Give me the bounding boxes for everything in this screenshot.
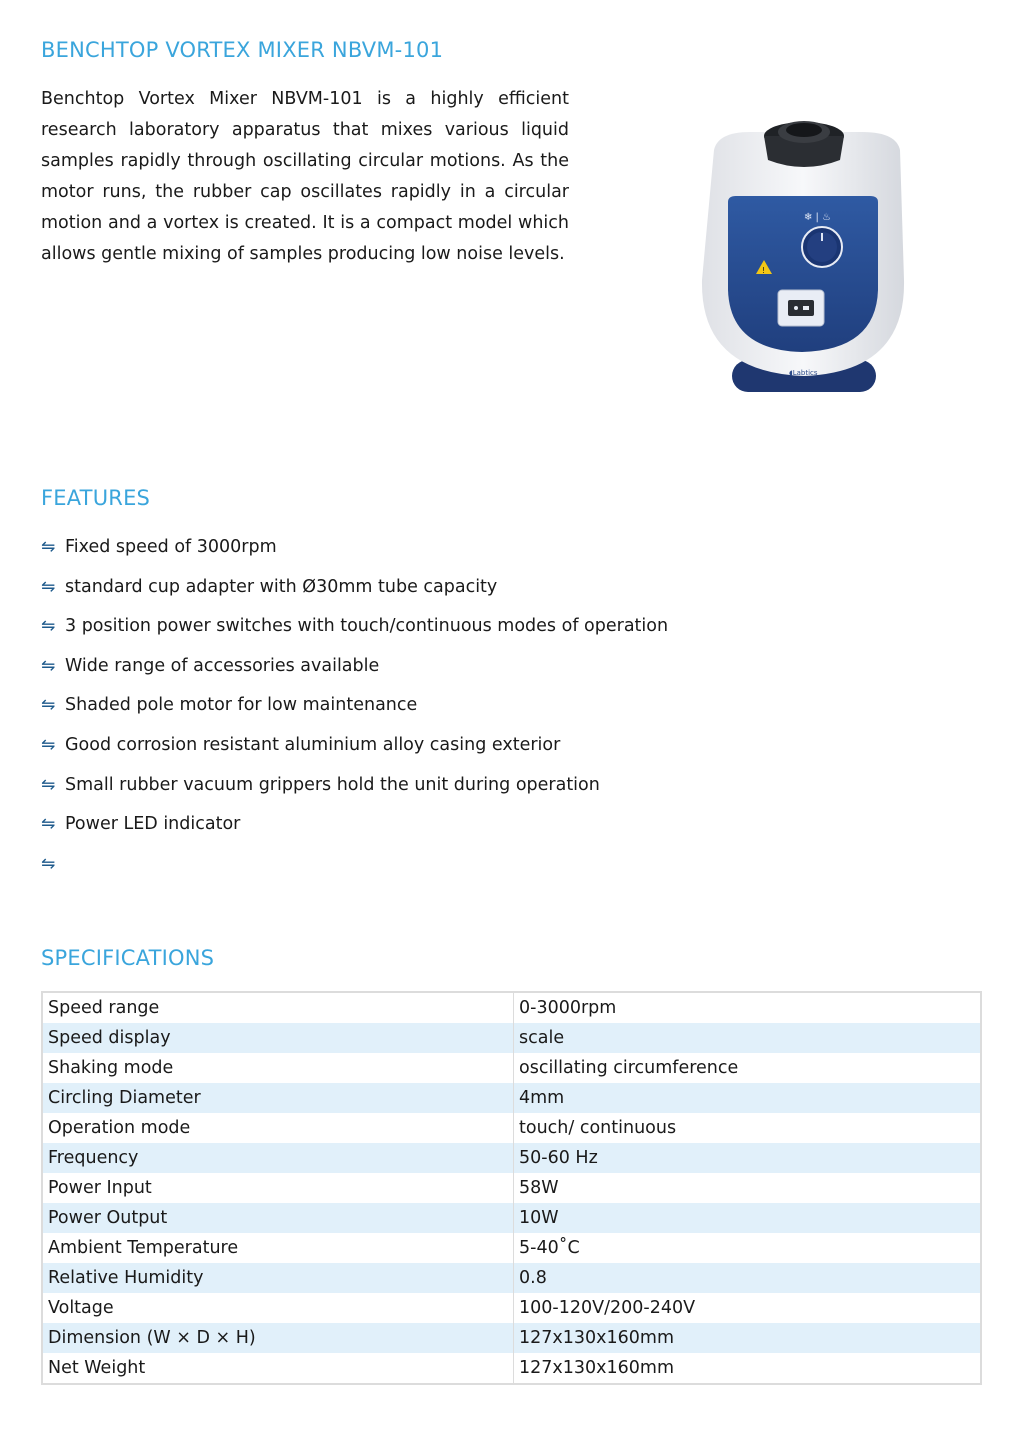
double-arrow-icon: ⇋ [41,853,56,874]
feature-text: standard cup adapter with Ø30mm tube capacity [65,576,498,597]
product-image [690,110,910,400]
features-heading: FEATURES [41,486,151,510]
brand-logo: ◖Labtics [789,369,818,377]
spec-value: 127x130x160mm [514,1323,982,1353]
page-title: BENCHTOP VORTEX MIXER NBVM-101 [41,38,444,62]
table-row [42,1053,981,1083]
spec-value: 10W [514,1203,982,1233]
double-arrow-icon: ⇋ [41,734,56,755]
spec-value: oscillating circumference [514,1053,982,1083]
table-row [42,1083,981,1113]
feature-text: Wide range of accessories available [65,655,380,676]
spec-value: touch/ continuous [514,1113,982,1143]
spec-value: 0-3000rpm [514,992,982,1023]
table-row [42,1203,981,1233]
list-item [41,530,668,570]
svg-text:❄ | ♨: ❄ | ♨ [804,212,832,223]
spec-value: 58W [514,1173,982,1203]
spec-value: 0.8 [514,1263,982,1293]
spec-label: Relative Humidity [42,1263,514,1293]
table-row [42,1263,981,1293]
table-row [42,1233,981,1263]
feature-text: Power LED indicator [65,814,241,835]
spec-label: Frequency [42,1143,514,1173]
features-list [41,530,668,886]
list-item [41,847,668,887]
spec-label: Circling Diameter [42,1083,514,1113]
spec-label: Speed display [42,1023,514,1053]
table-row [42,1293,981,1323]
table-row [42,1353,981,1384]
feature-text: Good corrosion resistant aluminium alloy casing exterior [65,734,561,755]
spec-value: 100-120V/200-240V [514,1293,982,1323]
table-row [42,1173,981,1203]
product-description: Benchtop Vortex Mixer NBVM-101 is a highly efficient research laboratory apparatus that mixes various liquid samples rapidly through oscillating circular motions. As the motor runs, the rubber cap oscillates rapidly in a circular motion and a vortex is created. It is a compact model which allows gentle mixing of samples producing low noise levels. [41,89,569,264]
list-item [41,649,668,689]
list-item [41,768,668,808]
spec-value: 5-40˚C [514,1233,982,1263]
table-row [42,992,981,1023]
list-item [41,807,668,847]
spec-label: Dimension (W × D × H) [42,1323,514,1353]
double-arrow-icon: ⇋ [41,616,56,637]
list-item [41,570,668,610]
spec-label: Speed range [42,992,514,1023]
double-arrow-icon: ⇋ [41,774,56,795]
feature-text: Fixed speed of 3000rpm [65,537,277,557]
feature-text: 3 position power switches with touch/continuous modes of operation [65,616,669,637]
table-row [42,1323,981,1353]
double-arrow-icon: ⇋ [41,695,56,716]
spec-value: 4mm [514,1083,982,1113]
spec-label: Operation mode [42,1113,514,1143]
table-row [42,1143,981,1173]
spec-label: Shaking mode [42,1053,514,1083]
double-arrow-icon: ⇋ [41,814,56,835]
list-item [41,609,668,649]
specifications-heading: SPECIFICATIONS [41,946,215,970]
specifications-table [41,991,982,1385]
spec-value: 50-60 Hz [514,1143,982,1173]
spec-label: Power Input [42,1173,514,1203]
table-row [42,1113,981,1143]
spec-value: 127x130x160mm [514,1353,982,1384]
spec-label: Ambient Temperature [42,1233,514,1263]
spec-label: Net Weight [42,1353,514,1384]
feature-text: Small rubber vacuum grippers hold the unit during operation [65,774,600,795]
spec-label: Voltage [42,1293,514,1323]
list-item [41,728,668,768]
list-item [41,688,668,728]
spec-value: scale [514,1023,982,1053]
double-arrow-icon: ⇋ [41,576,56,597]
spec-label: Power Output [42,1203,514,1233]
double-arrow-icon: ⇋ [41,655,56,676]
double-arrow-icon: ⇋ [41,537,56,557]
table-row [42,1023,981,1053]
svg-text:!: ! [762,266,766,275]
feature-text: Shaded pole motor for low maintenance [65,695,418,716]
